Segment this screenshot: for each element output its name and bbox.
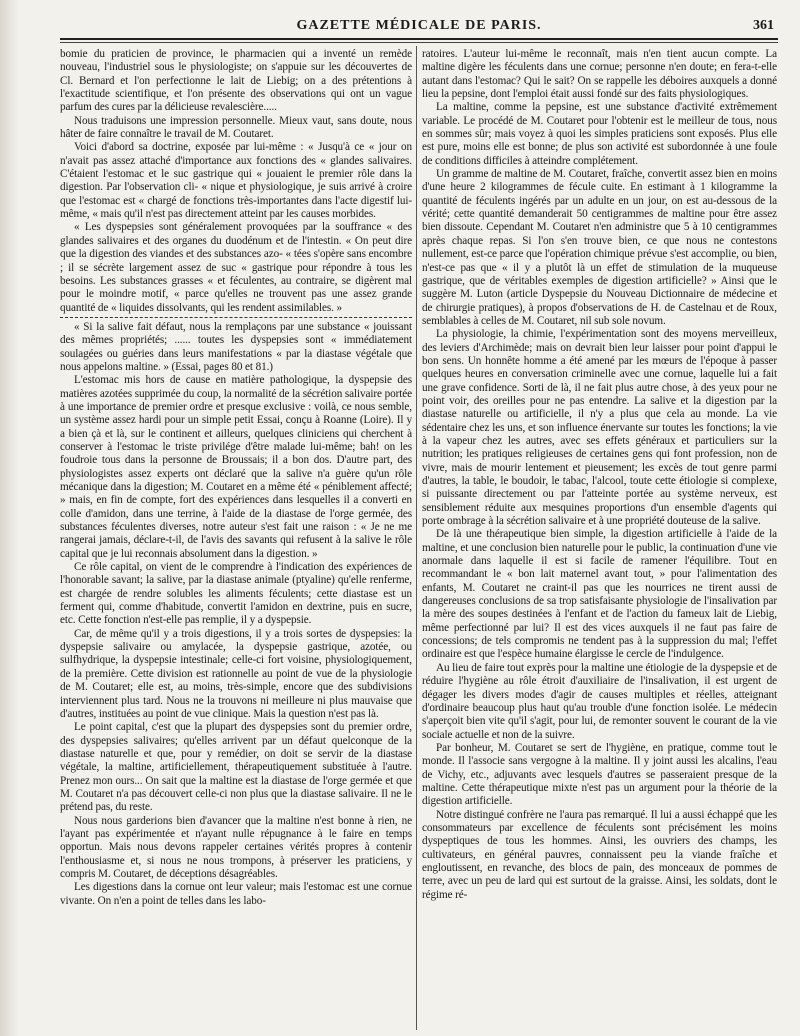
paragraph: ratoires. L'auteur lui-même le reconnaît, mais n'en tient aucun compte. La maltine digère les féculents dans une cornue; personne n'en doute; en fera-t-elle autant dans l'estomac? Qui le sait? On se rappelle les déboires auxquels a donné lieu la pepsine, dont l'emploi était aussi fondé sur des faits physiologiques. (422, 48, 777, 101)
paragraph: De là une thérapeutique bien simple, la digestion artificielle à l'aide de la maltine, et une conclusion bien naturelle pour le public, la continuation d'une vie anormale dans laquelle il est si facile de ramener l'équilibre. Tout en recommandant le « bon lait maternel avant tout, » pour l'alimentation des enfants, M. Coutaret ne craint-il pas que les nourrices ne tirent aussi de dangereuses conclusions de sa trop satisfaisante physiologie de l'insalivation par la mère des soupes destinées à l'enfant et de l'action du fameux lait de Liebig, même perfectionné par lui? Il est des vices auxquels il ne faut pas faire de concessions; de tels compromis ne tendent pas à la suppression du mal; l'effet ordinaire est que l'espèce humaine élargisse le cercle de l'indulgence. (422, 528, 777, 661)
paragraph: bomie du praticien de province, le pharmacien qui a inventé un remède nouveau, l'industriel sous le physiologiste; on s'appuie sur les découvertes de Cl. Bernard et l'on perfectionne le lait de Liebig; on a des prétentions à l'exactitude scientifique, et l'on présente des observations qui ont un vague parfum des cures par la délicieuse revalescière..... (60, 48, 412, 114)
left-column (60, 48, 412, 1030)
paragraph: La physiologie, la chimie, l'expérimentation sont des moyens merveilleux, des leviers d'Archimède; mais on devrait bien leur laisser pour point d'appui le bon sens. Un honnête homme a été amené par les mœurs de l'époque à passer quelques heures en conversation criminelle avec une cornue, laquelle lui a fait une grave confidence. Sorti de là, il ne fait plus autre chose, à des yeux pour ne point voir, des oreilles pour ne pas entendre. La salive et la digestion par la diastase naturelle ou artificielle, il n'y a plus que cela au monde. La vie sédentaire chez les uns, et son influence énervante sur toutes les fonctions; la vie à la vapeur chez les autres, avec ses effets généraux et particuliers sur la nutrition; les pratiques religieuses de certaines gens qui font profession, non de vivre, mais de mourir lentement et pieusement; les excès de tout genre parmi d'autres, la table, le boudoir, le tabac, l'alcool, toute cette étiologie si complexe, si puissante directement ou par l'atteinte portée au système nerveux, est sensiblement réduite aux mesquines proportions d'un ensemble d'agents qui porte ombrage à la sécrétion salivaire et à une propriété douteuse de la salive. (422, 328, 777, 528)
paragraph: Notre distingué confrère ne l'aura pas remarqué. Il lui a aussi échappé que les consommateurs par excellence de féculents sont précisément les moins dyspeptiques de tous les hommes. Ainsi, les ouvriers des champs, les cultivateurs, en général pauvres, connaissent peu la viande fraîche et engloutissent, en revanche, des blocs de pain, des monceaux de pommes de terre, avec un peu de lard qui est surtout de la graisse. Ainsi, les soldats, dont le régime ré- (422, 808, 777, 901)
column-divider (416, 46, 417, 1030)
paragraph: Le point capital, c'est que la plupart des dyspepsies sont du premier ordre, des dyspepsies salivaires; qu'elles arrivent par un défaut quelconque de la diastase naturelle et que, pour y remédier, on doit se servir de la diastase végétale, la maltine, artificiellement, thérapeutiquement substituée à l'autre. Prenez mon ours... On sait que la maltine est la diastase de l'orge germée et que M. Coutaret n'a pas découvert celle-ci non plus que la diastase salivaire. Il ne le prétend pas, du reste. (60, 721, 412, 814)
paragraph: Car, de même qu'il y a trois digestions, il y a trois sortes de dyspepsies: la dyspepsie salivaire ou amylacée, la dyspepsie gastrique, azotée, ou sulfhydrique, la dyspepsie intestinale; celle-ci fort voisine, physiologiquement, de la première. Cette division est rationnelle au point de vue de la physiologie de M. Coutaret; elle est, au moins, très-simple, encore que des subdivisions interviennent plus tard. Nous ne la trouvons ni meilleure ni plus mauvaise que d'autres, instituées au point de vue clinique. Mais la question n'est pas là. (60, 627, 412, 720)
page-edge-shadow (0, 0, 18, 1036)
paragraph: « Si la salive fait défaut, nous la remplaçons par une substance « jouissant des mêmes propriétés; ...... toutes les dyspepsies sont « immédiatement soulagées ou guéries dans leurs manifestations « par la diastase végétale que nous appelons maltine. » (Essai, pages 80 et 81.) (60, 320, 412, 373)
paragraph: Les digestions dans la cornue ont leur valeur; mais l'estomac est une cornue vivante. On n'en a point de telles dans les labo- (60, 881, 412, 907)
paragraph: La maltine, comme la pepsine, est une substance d'activité extrêmement variable. Le procédé de M. Coutaret pour l'obtenir est le meilleur de tous, nous en sommes sûr; mais voyez à quoi les simples praticiens sont exposés. Plus elle est pure, moins elle est bonne; de plus son activité est subordonnée à une foule de conditions difficiles à atteindre complétement. (422, 101, 777, 167)
paragraph: L'estomac mis hors de cause en matière pathologique, la dyspepsie des matières azotées supprimée du coup, la normalité de la sécrétion salivaire portée à une importance de premier ordre et presque exclusive : voilà, ce nous semble, un système assez hardi pour un simple petit Essai, conçu à Roanne (Loire). Il y a bien çà et là, sur le continent et ailleurs, quelques cliniciens qui cherchent à conserver à l'estomac le triste privilége d'être malade lui-même; bah! on les foudroie tous dans la personne de Broussais; il a bon dos. D'autre part, des physiologistes assez experts ont déclaré que la salive n'a guère qu'un rôle mécanique dans la digestion; M. Coutaret en a même été « péniblement affecté; » mais, en fin de compte, fort des expériences dans lesquelles il a converti en colle d'amidon, dans une terrine, à l'aide de la diastase de l'orge germée, des substances féculentes diverses, notre auteur s'est fait une raison : « Je ne me rangerai jamais, déclare-t-il, de l'avis des savants qui refusent à la salive le rôle capital que je lui reconnais absolument dans la digestion. » (60, 374, 412, 560)
header-rule (60, 38, 778, 40)
journal-title: GAZETTE MÉDICALE DE PARIS. (296, 18, 542, 33)
paragraph: Par bonheur, M. Coutaret se sert de l'hygiène, en pratique, comme tout le monde. Il l'associe sans vergogne à la maltine. Il y joint aussi les alcalins, l'eau de Vichy, etc., adjuvants avec lesquels d'autres se passeraient presque de la maltine. Cette thérapeutique mixte n'est pas un argument pour la théorie de la digestion artificielle. (422, 741, 777, 808)
page-header (60, 14, 778, 36)
paragraph: Un gramme de maltine de M. Coutaret, fraîche, convertit assez bien en moins d'une heure 2 kilogrammes de fécule cuite. En estimant à 1 kilogramme la quantité de féculents ingérés par un adulte en un jour, on est au-dessous de la vérité; cette quantité demanderait 50 centigrammes de maltine pour être assez bien dissoute. Cependant M. Coutaret n'en administre que 5 à 10 centigrammes après chaque repas. Si l'on s'en trouve bien, ce que nous ne contestons nullement, est-ce parce que l'opération chimique prévue s'est accomplie, ou bien, n'est-ce pas que « il y a plutôt là un effet de stimulation de la muqueuse gastrique, que de véritables exemples de digestion artificielle? » Ainsi que le suggère M. Luton (article Dyspepsie du Nouveau Dictionnaire de médecine et de chirurgie pratiques), à propos d'observations de H. de Castelnau et de Roux, semblables à celles de M. Coutaret, nil sub sole novum. (422, 168, 777, 327)
paragraph: « Les dyspepsies sont généralement provoquées par la souffrance « des glandes salivaires et des organes du duodénum et de l'intestin. « On peut dire que la digestion des viandes et des substances azo- « tées s'opère sans encombre ; il se sécrète largement assez de suc « gastrique pour répondre à tous les besoins. Les substances grasses « et féculentes, au contraire, se digèrent mal pour le moindre motif, « parce qu'elles ne trouvent pas une assez grande quantité de « liquides dissolvants, qui les rendent assimilables. » (60, 221, 412, 314)
section-separator (60, 317, 412, 318)
paragraph: Nous nous garderions bien d'avancer que la maltine n'est bonne à rien, ne l'ayant pas expérimentée et n'ayant nulle répugnance à le faire en temps opportun. Mais nous devons rappeler certaines vérités propres à contenir l'enthousiasme et, si nous ne nous trompons, à préserver les praticiens, y compris M. Coutaret, de déceptions désagréables. (60, 814, 412, 880)
right-column (422, 48, 777, 1030)
paragraph: Voici d'abord sa doctrine, exposée par lui-même : « Jusqu'à ce « jour on n'avait pas assez attaché d'importance aux fonctions des « glandes salivaires. C'étaient l'estomac et le suc gastrique qui « jouaient le premier rôle dans la digestion. Par l'observation cli- « nique et physiologique, je suis arrivé à croire que l'estomac est « chargé de fonctions très-importantes dans l'acte digestif lui-même, « mais qu'il n'est pas directement atteint par les causes morbides. (60, 141, 412, 221)
paragraph: Ce rôle capital, on vient de le comprendre à l'indication des expériences de l'honorable savant; la salive, par la diastase animale (ptyaline) qu'elle renferme, est chargée de rendre solubles les aliments féculents; cette diastase est un ferment qui, comme d'habitude, convertit l'amidon en dextrine, puis en sucre, etc. Cette fonction n'est-elle pas remplie, il y a dyspepsie. (60, 561, 412, 627)
page-number: 361 (753, 18, 774, 33)
paragraph: Nous traduisons une impression personnelle. Mieux vaut, sans doute, nous hâter de faire connaître le travail de M. Coutaret. (60, 114, 412, 141)
paragraph: Au lieu de faire tout exprès pour la maltine une étiologie de la dyspepsie et de réduire l'hygiène au rôle étroit d'auxiliaire de l'insalivation, il est urgent de dégager les divers modes d'agir de causes multiples et réelles, atteignant d'ordinaire beaucoup plus haut qu'au trouble d'une fonction isolée. Le médecin s'aperçoit bien vite qu'il s'agit, pour lui, de remonter souvent le courant de la vie sociale actuelle et non de la suivre. (422, 661, 777, 741)
header-rule-thin (60, 42, 778, 43)
